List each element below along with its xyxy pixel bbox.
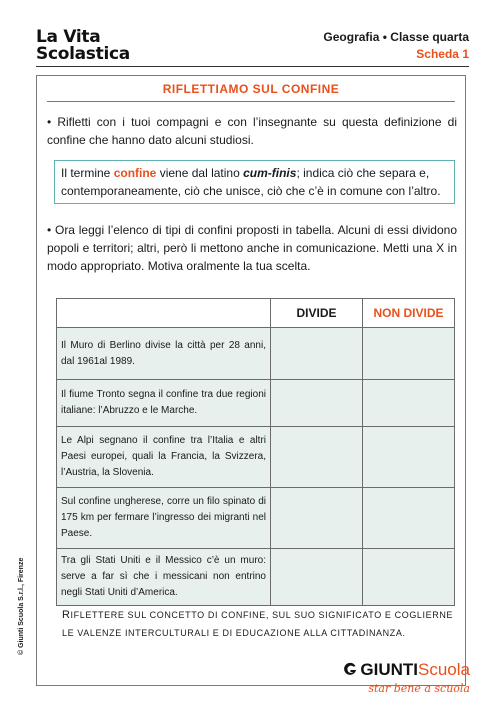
border-description: Sul confine ungherese, corre un filo spinato di 175 km per fermare l’ingresso dei migranti nel Paese. xyxy=(57,488,271,549)
non-divide-answer-cell[interactable] xyxy=(363,488,455,549)
sheet-label: Scheda 1 xyxy=(416,47,469,61)
non-divide-header: NON DIVIDE xyxy=(363,299,455,328)
non-divide-answer-cell[interactable] xyxy=(363,380,455,427)
logo-line2: Scolastica xyxy=(36,44,130,64)
table-row xyxy=(57,328,455,380)
non-divide-answer-cell[interactable] xyxy=(363,549,455,606)
header-rule xyxy=(36,66,469,67)
definition-box xyxy=(54,160,455,204)
borders-table xyxy=(56,298,455,606)
blank-header-cell xyxy=(57,299,271,328)
definition-latin: cum-finis xyxy=(243,166,297,180)
worksheet-title: RIFLETTIAMO SUL CONFINE xyxy=(162,82,340,96)
table-row xyxy=(57,549,455,606)
intro-paragraph: • Rifletti con i tuoi compagni e con l’insegnante su questa definizione di confine che hanno dato alcuni studiosi. xyxy=(47,115,457,147)
divide-answer-cell[interactable] xyxy=(271,328,363,380)
definition-suffix: ; indica ciò che separa e, contemporaneamente, ciò che unisce, ciò che c’è in comune con l’altro. xyxy=(61,166,441,198)
divide-answer-cell[interactable] xyxy=(271,549,363,606)
magazine-logo xyxy=(36,29,130,63)
non-divide-answer-cell[interactable] xyxy=(363,328,455,380)
table-row xyxy=(57,488,455,549)
publisher-brand xyxy=(342,660,470,695)
definition-keyword: confine xyxy=(113,166,157,180)
title-underline xyxy=(47,101,455,102)
logo-line1: La Vita xyxy=(36,27,101,47)
subject-label: Geografia • Classe quarta xyxy=(323,30,469,44)
definition-middle: viene dal latino xyxy=(156,166,244,180)
table-row xyxy=(57,380,455,427)
divide-answer-cell[interactable] xyxy=(271,427,363,488)
brand-name-scuola: Scuola xyxy=(418,660,470,679)
divide-header: DIVIDE xyxy=(271,299,363,328)
teacher-note: RIFLETTERE SUL CONCETTO DI CONFINE, SUL SUO SIGNIFICATO E COGLIERNE LE VALENZE INTERCULTURALI E DI EDUCAZIONE ALLA CITTADINANZA. xyxy=(62,609,454,638)
table-header-row xyxy=(57,299,455,328)
giunti-logo-icon xyxy=(342,661,358,682)
border-description: Tra gli Stati Uniti e il Messico c’è un muro: serve a far sì che i messicani non entrino negli Stati Uniti d’America. xyxy=(57,549,271,606)
instruction-paragraph: • Ora leggi l’elenco di tipi di confini proposti in tabella. Alcuni di essi dividono popoli e territori; altri, però li mettono anche in comunicazione. Metti una X in modo appropriato. Motiva oralmente la tua scelta. xyxy=(47,223,457,273)
brand-name-giunti: GIUNTI xyxy=(360,660,419,679)
brand-tagline: star bene a scuola xyxy=(368,682,470,695)
border-description: Il Muro di Berlino divise la città per 28 anni, dal 1961al 1989. xyxy=(57,328,271,380)
copyright-notice: © Giunti Scuola S.r.l., Firenze xyxy=(18,557,25,655)
non-divide-answer-cell[interactable] xyxy=(363,427,455,488)
definition-prefix: Il termine xyxy=(61,166,114,180)
border-description: Le Alpi segnano il confine tra l’Italia e altri Paesi europei, quali la Francia, la Svizzera, l’Austria, la Slovenia. xyxy=(57,427,271,488)
table-row xyxy=(57,427,455,488)
header-info xyxy=(323,29,469,63)
divide-answer-cell[interactable] xyxy=(271,488,363,549)
divide-answer-cell[interactable] xyxy=(271,380,363,427)
border-description: Il fiume Tronto segna il confine tra due regioni italiane: l’Abruzzo e le Marche. xyxy=(57,380,271,427)
